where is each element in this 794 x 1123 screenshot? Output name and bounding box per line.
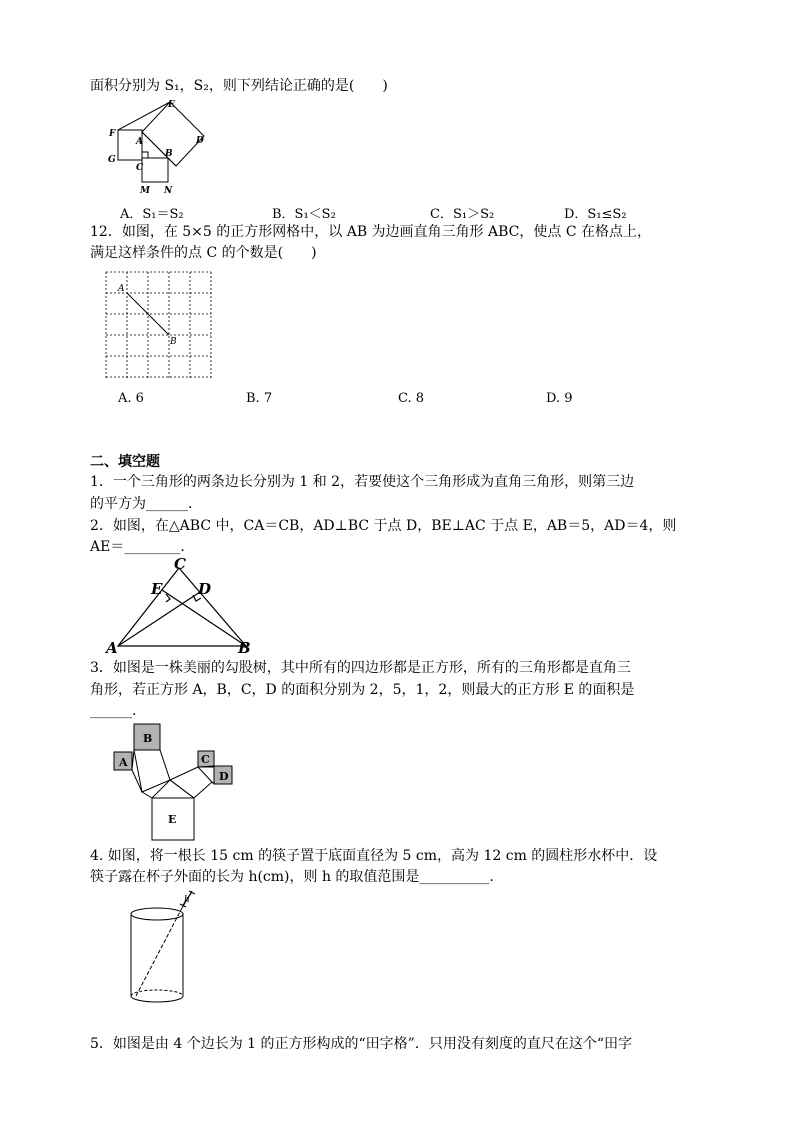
q11-option-a: A．S₁＝S₂ bbox=[120, 207, 184, 222]
q11-label-b: B bbox=[165, 149, 173, 159]
q12-line2: 满足这样条件的点 C 的个数是( ) bbox=[90, 245, 317, 261]
q12-grid-figure bbox=[104, 270, 216, 380]
fill3-label-a: A bbox=[119, 756, 128, 769]
fill1-line2: 的平方为______. bbox=[90, 496, 193, 512]
q11-label-f: F bbox=[109, 129, 116, 139]
fill3-label-b: B bbox=[143, 732, 153, 745]
q12-line1: 12．如图，在 5×5 的正方形网格中，以 AB 为边画直角三角形 ABC，使点 C 在格点上， bbox=[90, 224, 651, 240]
q11-option-d: D．S₁≤S₂ bbox=[564, 207, 627, 222]
q11-label-c: C bbox=[136, 163, 144, 173]
q12-option-b: B. 7 bbox=[246, 391, 273, 406]
q12-label-b: B bbox=[170, 337, 177, 347]
fill2-label-a: A bbox=[106, 639, 118, 654]
fill2-line1: 2．如图，在△ABC 中，CA＝CB，AD⊥BC 于点 D，BE⊥AC 于点 E，AB＝5，AD＝4，则 bbox=[90, 518, 677, 534]
q11-label-n: N bbox=[164, 186, 173, 196]
fill5-line1: 5．如图是由 4 个边长为 1 的正方形构成的“田字格”．只用没有刻度的直尺在这个“田字 bbox=[90, 1036, 632, 1052]
q12-option-c: C. 8 bbox=[398, 391, 425, 406]
q11-option-c: C．S₁＞S₂ bbox=[430, 207, 495, 222]
q12-label-a: A bbox=[118, 284, 125, 294]
fill4-cup-figure bbox=[122, 888, 212, 1010]
q11-label-e: E bbox=[168, 100, 175, 110]
q11-stem: 面积分别为 S₁，S₂，则下列结论正确的是( ) bbox=[90, 78, 388, 94]
q11-option-b: B．S₁＜S₂ bbox=[272, 207, 336, 222]
fill4-label-h: h bbox=[184, 895, 190, 905]
fill3-pythagoras-tree bbox=[112, 722, 236, 844]
fill3-label-e: E bbox=[168, 813, 177, 826]
q11-label-m: M bbox=[140, 186, 150, 196]
fill1-line1: 1．一个三角形的两条边长分别为 1 和 2，若要使这个三角形成为直角三角形，则第三边 bbox=[90, 474, 635, 490]
fill3-label-c: C bbox=[201, 753, 210, 766]
fill2-label-e: E bbox=[151, 580, 163, 598]
q11-label-g: G bbox=[108, 155, 116, 165]
fill3-line3: ______. bbox=[90, 703, 137, 719]
fill4-line1: 4. 如图，将一根长 15 cm 的筷子置于底面直径为 5 cm，高为 12 cm 的圆柱形水杯中．设 bbox=[90, 848, 658, 864]
fill3-line1: 3．如图是一株美丽的勾股树，其中所有的四边形都是正方形，所有的三角形都是直角三 bbox=[90, 660, 631, 676]
q11-label-d: D bbox=[196, 136, 204, 146]
fill3-line2: 角形，若正方形 A，B，C，D 的面积分别为 2，5，1，2，则最大的正方形 E 的面积是 bbox=[90, 682, 635, 698]
q11-figure bbox=[100, 98, 215, 198]
fill2-label-b: B bbox=[238, 639, 251, 654]
fill2-label-c: C bbox=[174, 555, 186, 573]
fill2-label-d: D bbox=[198, 580, 212, 598]
fill2-triangle-figure bbox=[104, 554, 264, 654]
fill4-line2: 筷子露在杯子外面的长为 h(cm)，则 h 的取值范围是__________. bbox=[90, 869, 494, 885]
q12-option-a: A. 6 bbox=[118, 391, 144, 406]
q11-label-a: A bbox=[136, 137, 143, 147]
fill3-label-d: D bbox=[219, 770, 229, 783]
fill2-line2: AE＝________. bbox=[90, 539, 185, 555]
q12-option-d: D. 9 bbox=[546, 391, 573, 406]
section-heading: 二、填空题 bbox=[90, 454, 160, 470]
